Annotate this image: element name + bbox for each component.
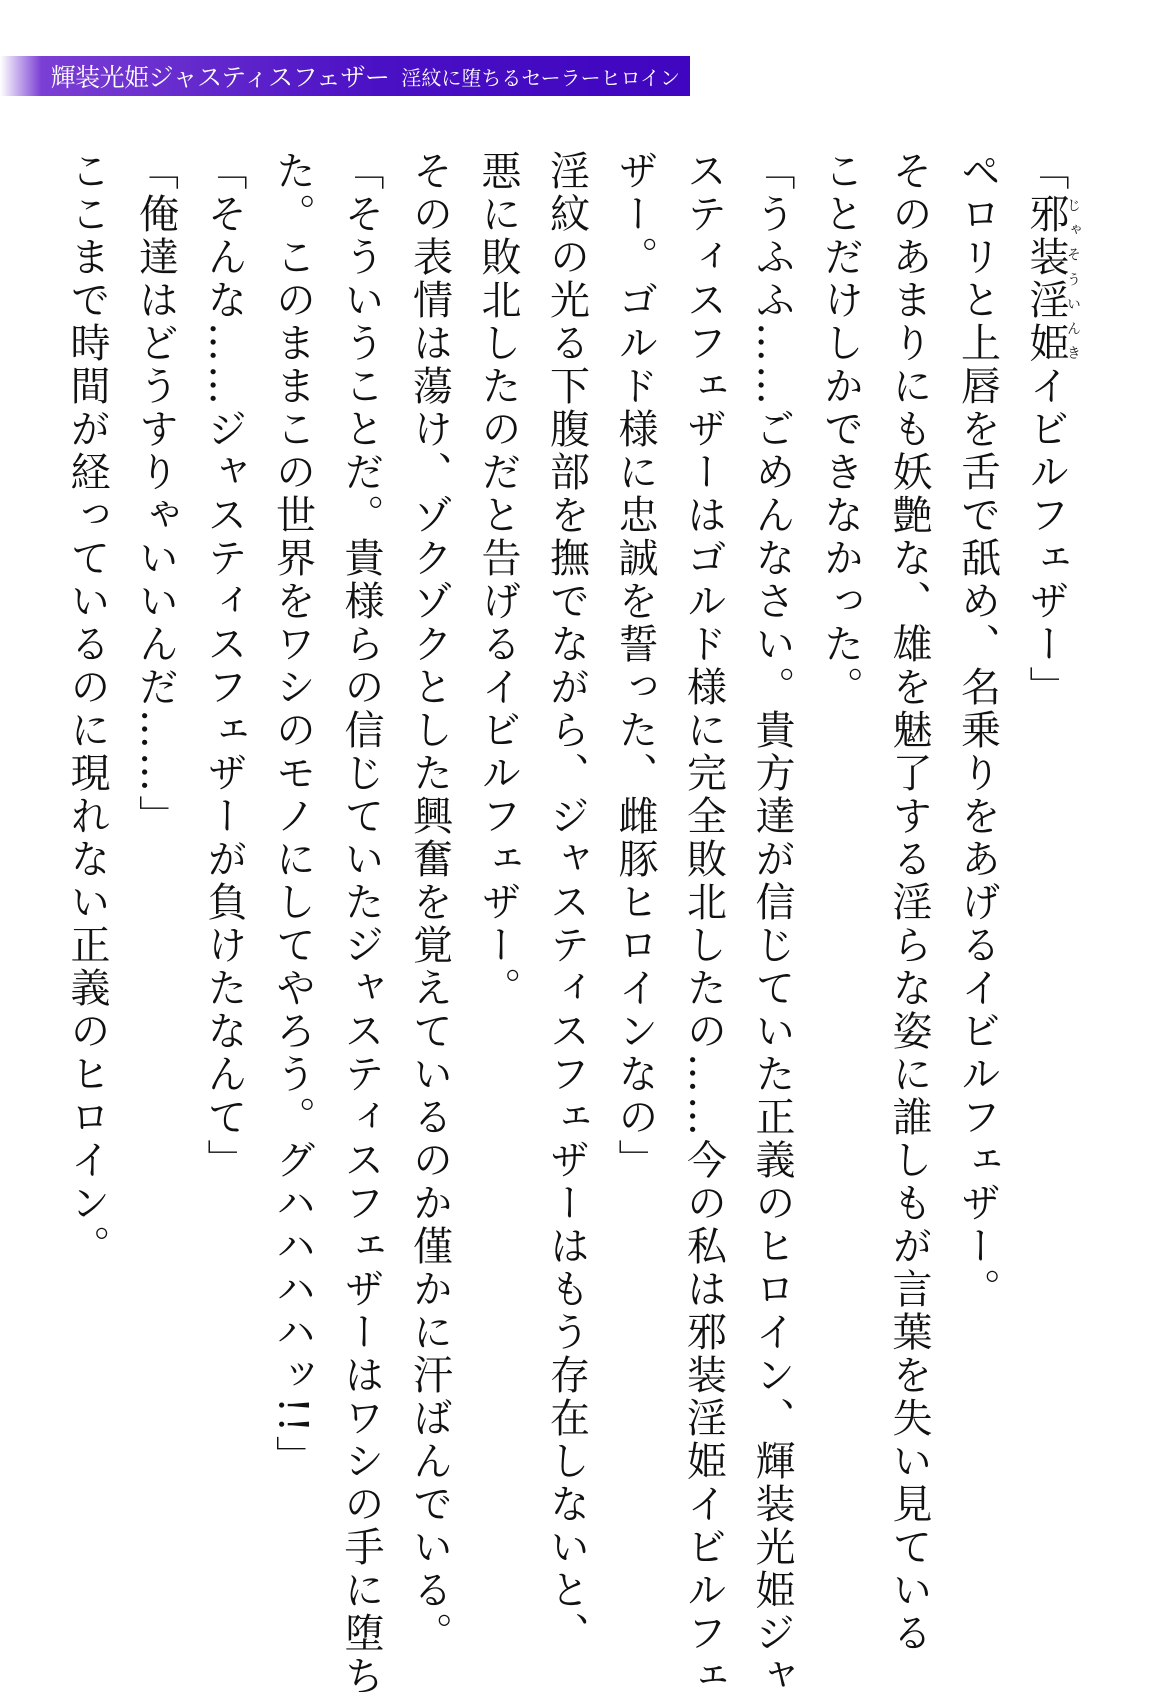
text-line: ザー。ゴルド様に忠誠を誓った、雌豚ヒロインなの」 <box>612 150 658 1182</box>
text-line: 淫紋の光る下腹部を撫でながら、ジャスティスフェザーはもう存在しないと、 <box>543 150 590 1655</box>
book-title: 輝装光姫ジャスティスフェザー <box>50 63 390 92</box>
first-line-rest: イビルフェザー」 <box>1023 365 1069 709</box>
text-line-1 <box>1012 150 1081 1630</box>
open-quote: 「 <box>1023 150 1069 193</box>
text-line: ここまで時間が経っているのに現れない正義のヒロイン。 <box>64 150 110 1268</box>
text-line: 「俺達はどうすりゃいいんだ……」 <box>132 150 179 838</box>
text-line: そのあまりにも妖艶な、雄を魅了する淫らな姿に誰しもが言葉を失い見ている <box>886 150 932 1655</box>
text-line: スティスフェザーはゴルド様に完全敗北したの……今の私は邪装淫姫イビルフェ <box>680 150 727 1698</box>
ruby-reading: じゃそういんき <box>1065 193 1081 365</box>
text-line: 悪に敗北したのだと告げるイビルフェザー。 <box>475 150 521 1010</box>
text-line: その表情は蕩け、ゾクゾクとした興奮を覚えているのか僅かに汗ばんでいる。 <box>406 150 453 1655</box>
vertical-text-body <box>64 150 1081 1698</box>
ruby-term <box>1023 193 1081 365</box>
book-subtitle: 淫紋に堕ちるセーラーヒロイン <box>401 65 680 90</box>
text-line: 「そんな……ジャスティスフェザーが負けたなんて」 <box>201 150 247 1182</box>
ruby-base: 邪装淫姫 <box>1023 193 1069 365</box>
page-header-bar <box>0 56 690 96</box>
text-line: 「そういうことだ。貴様らの信じていたジャスティスフェザーはワシの手に堕ち <box>338 150 384 1698</box>
text-line: 「うふふ……ごめんなさい。貴方達が信じていた正義のヒロイン、輝装光姫ジャ <box>749 150 795 1698</box>
text-line: ことだけしかできなかった。 <box>817 150 864 709</box>
text-line: た。このままこの世界をワシのモノにしてやろう。グハハハハッ!!」 <box>269 150 316 1479</box>
text-line: ペロリと上唇を舌で舐め、名乗りをあげるイビルフェザー。 <box>954 150 1001 1311</box>
